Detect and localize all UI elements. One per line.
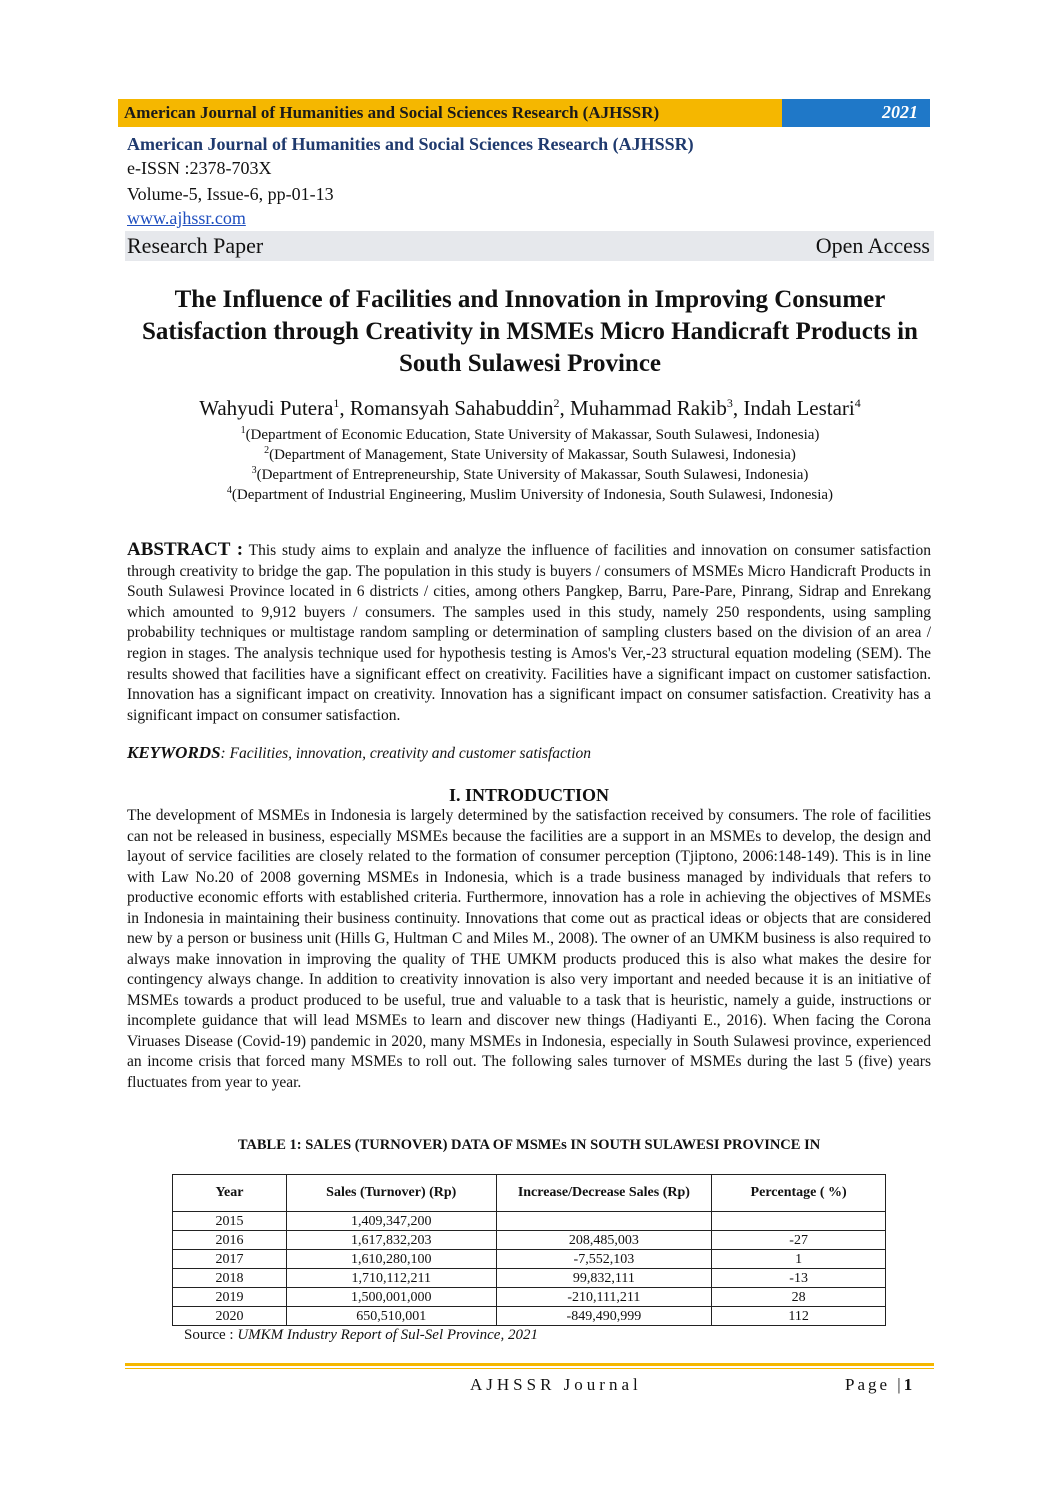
table-row	[173, 1288, 886, 1307]
table-cell: 1,409,347,200	[287, 1212, 497, 1231]
table-cell: 2019	[173, 1288, 287, 1307]
affiliation-text: (Department of Economic Education, State University of Makassar, South Sulawesi, Indonesia)	[245, 427, 820, 443]
running-header-title: American Journal of Humanities and Social Sciences Research (AJHSSR)	[124, 103, 660, 122]
journal-name: American Journal of Humanities and Social Sciences Research (AJHSSR)	[127, 134, 694, 154]
footer-rule-thin	[125, 1368, 934, 1369]
table-cell: 2020	[173, 1307, 287, 1326]
eissn-label: e-ISSN :	[127, 158, 190, 178]
table-header: Year	[173, 1175, 287, 1212]
author-separator: ,	[732, 396, 744, 420]
table-cell: 650,510,001	[287, 1307, 497, 1326]
table-header: Increase/Decrease Sales (Rp)	[496, 1175, 712, 1212]
eissn-line	[127, 158, 272, 179]
affiliation	[130, 465, 930, 484]
author-sup: 1	[333, 396, 340, 410]
footer-journal: AJHSSR Journal	[470, 1375, 642, 1394]
author-name: Romansyah Sahabuddin	[349, 396, 554, 420]
table-source	[184, 1327, 538, 1344]
table-cell	[496, 1212, 712, 1231]
affiliation-text: (Department of Industrial Engineering, Muslim University of Indonesia, South Sulawesi, Indonesia)	[231, 487, 834, 503]
table-header-row	[173, 1175, 886, 1212]
page-number: 1	[903, 1375, 916, 1394]
table-cell: 2018	[173, 1269, 287, 1288]
running-header-year: 2021	[882, 102, 918, 122]
author-name: Indah Lestari	[743, 396, 855, 420]
table-cell: 2017	[173, 1250, 287, 1269]
keywords-label: KEYWORDS	[127, 743, 221, 762]
source-text: UMKM Industry Report of Sul-Sel Province, 2021	[237, 1327, 538, 1343]
table-cell: 1,617,832,203	[287, 1231, 497, 1250]
table-cell: -27	[712, 1231, 886, 1250]
running-header-journal	[118, 99, 782, 127]
author-separator: ,	[559, 396, 570, 420]
affiliation-text: (Department of Management, State University of Makassar, South Sulawesi, Indonesia)	[269, 447, 796, 463]
table-cell: 1	[712, 1250, 886, 1269]
affiliation-sup: 4	[226, 485, 232, 496]
table-row	[173, 1231, 886, 1250]
table-cell: 2015	[173, 1212, 287, 1231]
author-name: Wahyudi Putera	[199, 396, 334, 420]
author-sup: 3	[726, 396, 733, 410]
table-cell: 1,710,112,211	[287, 1269, 497, 1288]
footer-rule	[125, 1363, 934, 1366]
table-row	[173, 1307, 886, 1326]
abstract-label: ABSTRACT :	[127, 539, 244, 560]
table-cell	[712, 1212, 886, 1231]
table-cell: 99,832,111	[496, 1269, 712, 1288]
table-header: Sales (Turnover) (Rp)	[287, 1175, 497, 1212]
author-sup: 4	[854, 396, 861, 410]
keywords-text: : Facilities, innovation, creativity and customer satisfaction	[220, 745, 592, 762]
table-cell: 112	[712, 1307, 886, 1326]
affiliation	[130, 425, 930, 444]
table-cell: -13	[712, 1269, 886, 1288]
affiliation-sup: 3	[251, 465, 257, 476]
table-cell: 2016	[173, 1231, 287, 1250]
sales-table	[172, 1174, 886, 1326]
table-cell: -7,552,103	[496, 1250, 712, 1269]
website-link[interactable]: www.ajhssr.com	[127, 208, 246, 228]
table-header: Percentage ( %)	[712, 1175, 886, 1212]
paper-type: Research Paper	[127, 233, 264, 258]
author-name: Muhammad Rakib	[569, 396, 727, 420]
table-cell: 1,610,280,100	[287, 1250, 497, 1269]
abstract-text: This study aims to explain and analyze the influence of facilities and innovation on consumer satisfaction through creativity to bridge the gap. The population in this study is buyers / consumers of MSMEs Micro Handicraft Products in South Sulawesi Province located in 6 districts / cities, among others Pangkep, Barru, Pare-Pare, Pinrang, Sidrap and Enrekang which amounted to 9,912 buyers / consumers. The samples used in this study, namely 250 respondents, using sampling probability techniques or multistage random sampling or determination of sampling clusters based on the division of an area / region in stages. The analysis technique used for hypothesis testing is Amos's Ver,-23 structural equation modeling (SEM). The results showed that facilities have a significant effect on creativity. Facilities have a significant impact on customer satisfaction. Innovation has a significant impact on creativity. Innovation has a significant impact on consumer satisfaction. Creativity has a significant impact on consumer satisfaction.	[127, 542, 931, 724]
table-cell: -210,111,211	[496, 1288, 712, 1307]
table-cell: 1,500,001,000	[287, 1288, 497, 1307]
table-row	[173, 1250, 886, 1269]
keywords	[127, 743, 931, 763]
affiliation	[130, 445, 930, 464]
author-list	[130, 396, 930, 421]
paper-title: The Influence of Facilities and Innovation in Improving Consumer Satisfaction through Creativity in MSMEs Micro Handicraft Products in South Sulawesi Province	[142, 286, 918, 377]
running-header	[118, 99, 930, 127]
table-cell: -849,490,999	[496, 1307, 712, 1326]
affiliation	[130, 485, 930, 504]
table-cell: 208,485,003	[496, 1231, 712, 1250]
volume-line: Volume-5, Issue-6, pp-01-13	[127, 184, 334, 204]
table-row	[173, 1269, 886, 1288]
section-heading: I. INTRODUCTION	[448, 785, 610, 805]
paper-type-bar	[125, 231, 934, 261]
table-row	[173, 1212, 886, 1231]
source-label: Source :	[184, 1327, 234, 1343]
access-type: Open Access	[815, 233, 930, 258]
website-line	[127, 208, 246, 229]
author-separator: ,	[339, 396, 350, 420]
page-label: Page |	[845, 1375, 904, 1394]
introduction-text: The development of MSMEs in Indonesia is largely determined by the satisfaction received by consumers. The role of facilities can not be released in business, especially MSMEs because the facilities are a support in an MSMEs to develop, the design and layout of service facilities are closely related to the formation of consumer perception (Tjiptono, 2006:148-149). This is in line with Law No.20 of 2008 governing MSMEs in Indonesia, which is a trade business managed by individuals that refers to productive economic efforts with established criteria. Furthermore, innovation has a role in achieving the objectives of MSMEs in Indonesia in maintaining their business continuity. Innovations that come out as practical ideas or objects that are considered new by a person or business unit (Hills G, Hultman C and Miles M., 2008). The owner of an UMKM business is also required to always make innovation in improving the quality of THE UMKM products produced this is also what makes the desire for contingency always change. In addition to creativity innovation is also very important and needed because it is an initiative of MSMEs towards a product produced to be useful, true and valuable to a task that is heuristic, namely a guide, instructions or incomplete guidance that will lead MSMEs to learn and discover new things (Hadiyanti E., 2016). When facing the Corona Viruases Disease (Covid-19) pandemic in 2020, many MSMEs in Indonesia, especially in South Sulawesi province, experienced an income crisis that forced many MSMEs to roll out. The following sales turnover of MSMEs during the last 5 (five) years fluctuates from year to year.	[127, 807, 931, 1091]
eissn-value: 2378-703X	[189, 158, 272, 178]
footer-page	[845, 1375, 915, 1395]
table-caption: TABLE 1: SALES (TURNOVER) DATA OF MSMEs IN SOUTH SULAWESI PROVINCE IN	[237, 1137, 821, 1153]
affiliation-sup: 1	[240, 425, 246, 436]
table-cell: 28	[712, 1288, 886, 1307]
running-header-year-box	[782, 99, 930, 127]
author-sup: 2	[553, 396, 560, 410]
affiliation-text: (Department of Entrepreneurship, State University of Makassar, South Sulawesi, Indonesia)	[256, 467, 809, 483]
affiliation-sup: 2	[264, 445, 270, 456]
abstract	[127, 540, 931, 726]
